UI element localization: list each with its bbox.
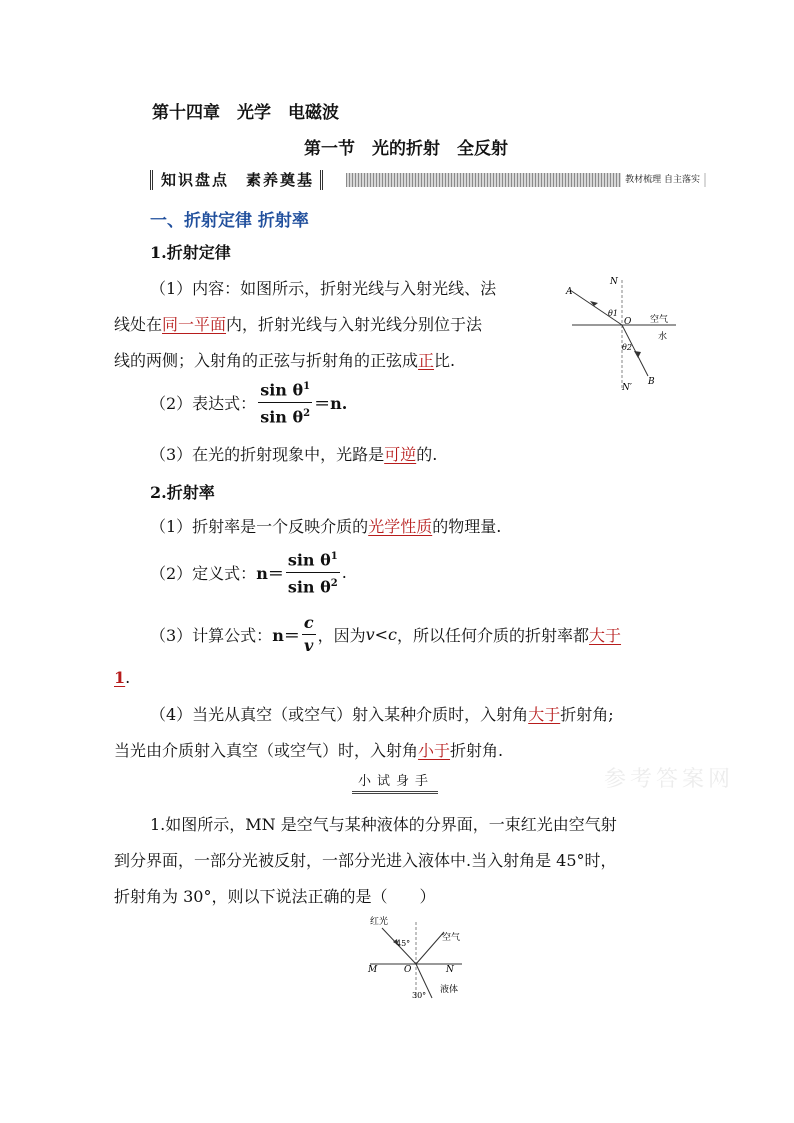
law-line-4 [150,442,437,465]
law-text: 的. [416,445,438,464]
question-line-2: 到分界面，一部分光被反射，一部分光进入液体中.当入射角是 45°时， [114,851,617,870]
def-denominator: sin θ [287,576,331,596]
definition-line [150,550,347,594]
calc-line-cont [114,668,130,687]
def-label: （2）定义式： [150,563,257,583]
banner-tag: 教材梳理 自主落实 [621,171,704,189]
label-30: 30° [412,991,427,1000]
label-b: B [648,377,655,387]
def-lhs: n＝ [256,563,284,583]
label-m: M [368,965,378,975]
calc-lhs: n＝ [272,625,300,645]
answer-blank: 1 [114,668,126,687]
label-air: 空气 [650,315,669,325]
question-diagram [364,912,474,1002]
practice-label: 小试身手 [352,770,438,794]
calc-label: （3）计算公式： [150,625,273,645]
answer-blank: 大于 [528,705,561,724]
calc-text: ，因为 [317,625,366,645]
def-numerator: sin θ [287,550,331,570]
expr-label: （2）表达式： [150,393,257,413]
label-n-prime: N′ [622,383,632,393]
law-text: （3）在光的折射现象中，光路是 [150,445,385,464]
law-text: 内，折射光线与入射光线分别位于法 [226,315,483,334]
index-line-4 [150,702,614,725]
law-text: 线的两侧；入射角的正弦与折射角的正弦成 [114,351,419,370]
reflected-ray [416,932,444,964]
index-text: 折射角; [560,705,614,724]
label-n: N [446,965,454,975]
calc-condition: v<c [365,624,397,644]
calc-numerator: c [302,612,316,635]
calc-text: ，所以任何介质的折射率都 [397,625,590,645]
label-n: N [610,277,618,287]
expr-denominator-index: 2 [303,407,311,419]
heading-refraction-law: 一、折射定律 折射率 [150,211,309,231]
index-text: 当光由介质射入真空（或空气）时，入射角 [114,741,419,760]
expr-rhs: ＝n. [314,393,348,413]
expr-numerator-index: 1 [303,381,311,393]
label-o: O [624,317,632,327]
answer-blank: 小于 [418,741,451,760]
law-line-1 [150,276,496,299]
expression-line [150,380,347,424]
expr-fraction [258,376,312,428]
subheading-law: 1.折射定律 [150,243,231,262]
def-fraction [286,546,340,598]
calc-line [150,612,621,656]
refraction-diagram [560,272,684,394]
section-title: 第一节 光的折射 全反射 [304,139,508,159]
chapter-title: 第十四章 光学 电磁波 [152,103,339,123]
label-water: 水 [658,332,668,342]
label-o: O [404,965,412,975]
def-numerator-index: 1 [330,551,338,563]
incident-ray [570,290,622,325]
label-air: 空气 [442,933,461,943]
law-line-2 [114,312,482,335]
calc-denominator: v [304,635,314,655]
subheading-index: 2.折射率 [150,483,215,502]
calc-fraction [302,612,316,657]
question-line-3: 折射角为 30°，则以下说法正确的是（ ） [114,887,436,906]
expr-denominator: sin θ [260,406,304,426]
answer-blank: 正 [418,351,435,370]
law-text: （1）内容：如图所示，折射光线与入射光线、法 [150,279,497,298]
expr-numerator: sin θ [260,380,304,400]
index-line-1 [150,514,501,537]
answer-blank: 可逆 [384,445,417,464]
calc-end: . [125,668,131,687]
answer-blank: 光学性质 [368,517,433,536]
index-text: 的物理量. [432,517,502,536]
def-end: . [341,562,347,582]
answer-blank: 大于 [589,625,622,645]
section-banner [150,170,706,190]
label-theta1: θ1 [608,309,618,318]
index-line-5 [114,738,503,761]
def-denominator-index: 2 [330,577,338,589]
label-a: A [566,287,573,297]
label-liquid: 液体 [440,985,459,995]
label-theta2: θ2 [622,343,632,352]
banner-label: 知识盘点 素养奠基 [150,170,323,190]
watermark: 参考答案网 [604,767,735,792]
question-line-1: 1.如图所示，MN 是空气与某种液体的分界面，一束红光由空气射 [150,815,617,834]
label-45: 45° [396,939,411,948]
law-text: 线处在 [114,315,163,334]
index-text: 折射角. [450,741,504,760]
arrow-icon [590,301,598,306]
law-line-3 [114,348,455,371]
label-red-light: 红光 [370,917,389,927]
index-text: （4）当光从真空（或空气）射入某种介质时，入射角 [150,705,529,724]
index-text: （1）折射率是一个反映介质的 [150,517,369,536]
answer-blank: 同一平面 [162,315,227,334]
law-text: 比. [434,351,456,370]
arrow-icon [634,351,641,358]
